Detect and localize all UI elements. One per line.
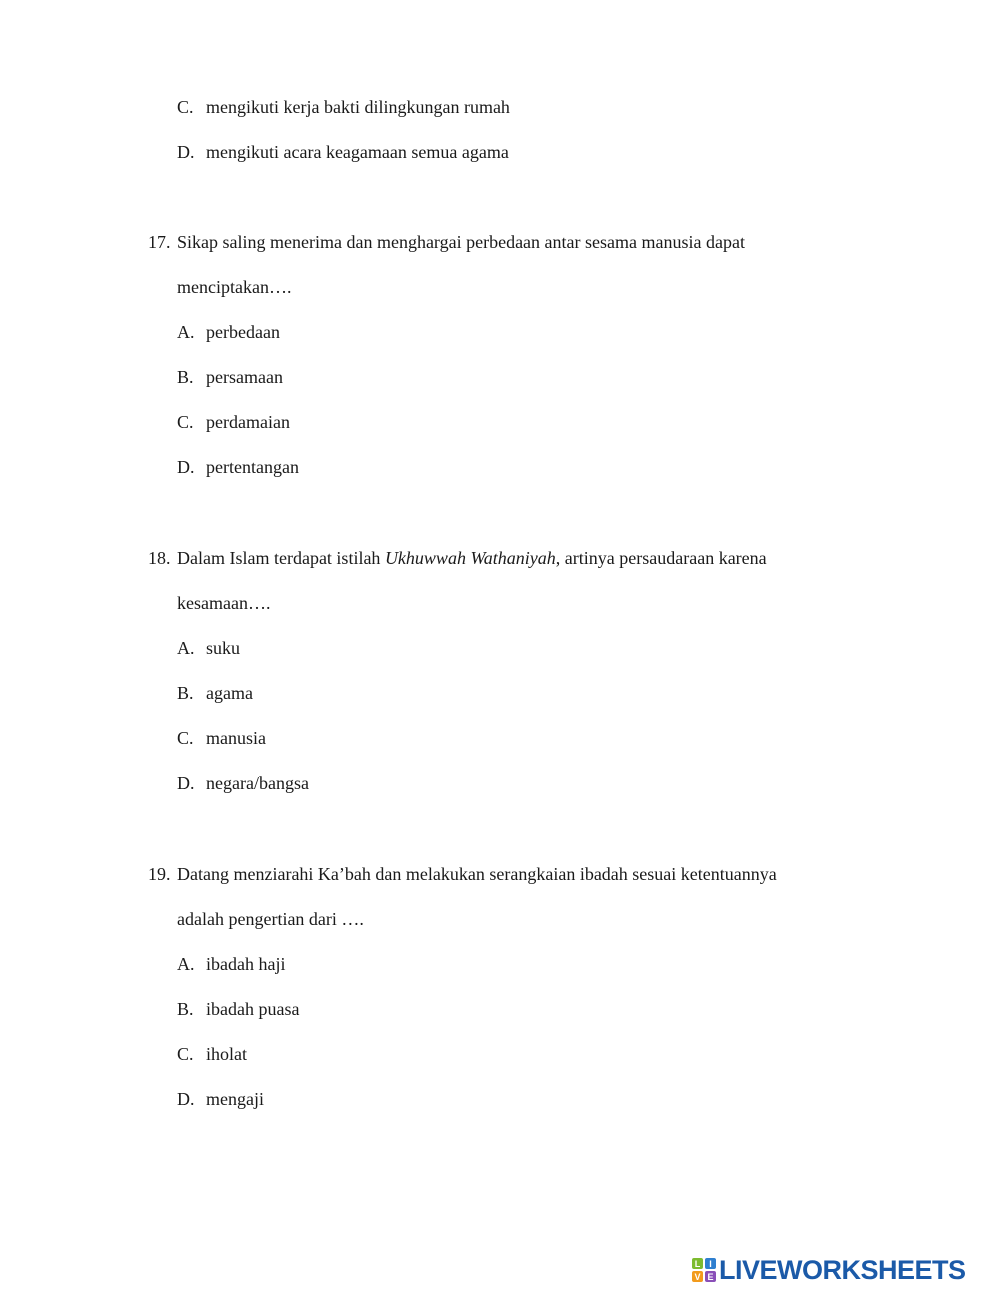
option-text: perbedaan	[206, 322, 280, 342]
option-text: ibadah puasa	[206, 999, 300, 1019]
option-text: pertentangan	[206, 457, 299, 477]
question-text-pre: Dalam Islam terdapat istilah	[177, 548, 385, 568]
option-letter: B.	[177, 999, 194, 1019]
option-text: agama	[206, 683, 253, 703]
option-text: iholat	[206, 1044, 247, 1064]
option-letter: D.	[177, 457, 195, 477]
option-letter: D.	[177, 142, 195, 162]
option-text: persamaan	[206, 367, 283, 387]
question-number: 18.	[148, 548, 171, 568]
option-letter: C.	[177, 97, 194, 117]
option-letter: D.	[177, 1089, 195, 1109]
option-letter: C.	[177, 412, 194, 432]
logo-text: LIVEWORKSHEETS	[719, 1254, 966, 1285]
logo-mark-letter: V	[692, 1271, 703, 1282]
option-text: suku	[206, 638, 241, 658]
option-letter: B.	[177, 367, 194, 387]
question-text: kesamaan….	[177, 593, 271, 613]
question-term-italic: Ukhuwwah Wathaniyah	[384, 548, 556, 568]
option-text: perdamaian	[206, 412, 290, 432]
option-text: manusia	[206, 728, 266, 748]
option-letter: D.	[177, 773, 195, 793]
question-number: 17.	[148, 232, 171, 252]
logo-mark-letter: E	[705, 1271, 716, 1282]
option-letter: B.	[177, 683, 194, 703]
option-text: mengaji	[206, 1089, 264, 1109]
liveworksheets-logo[interactable]	[692, 1256, 966, 1284]
option-text: mengikuti kerja bakti dilingkungan rumah	[206, 97, 510, 117]
question-text: menciptakan….	[177, 277, 292, 297]
question-text: Datang menziarahi Ka’bah dan melakukan serangkaian ibadah sesuai ketentuannya	[177, 864, 777, 884]
option-text: mengikuti acara keagamaan semua agama	[206, 142, 509, 162]
question-text-post: , artinya persaudaraan karena	[555, 548, 767, 568]
option-letter: C.	[177, 728, 194, 748]
logo-mark-letter: L	[692, 1258, 703, 1269]
question-text: adalah pengertian dari ….	[177, 909, 364, 929]
logo-mark-icon	[692, 1258, 716, 1282]
option-letter: A.	[177, 638, 195, 658]
option-letter: A.	[177, 954, 195, 974]
question-text	[177, 547, 767, 569]
option-letter: C.	[177, 1044, 194, 1064]
question-number: 19.	[148, 864, 171, 884]
option-text: negara/bangsa	[206, 773, 309, 793]
option-text: ibadah haji	[206, 954, 286, 974]
question-text: Sikap saling menerima dan menghargai perbedaan antar sesama manusia dapat	[177, 232, 745, 252]
option-letter: A.	[177, 322, 195, 342]
logo-mark-letter: I	[705, 1258, 716, 1269]
